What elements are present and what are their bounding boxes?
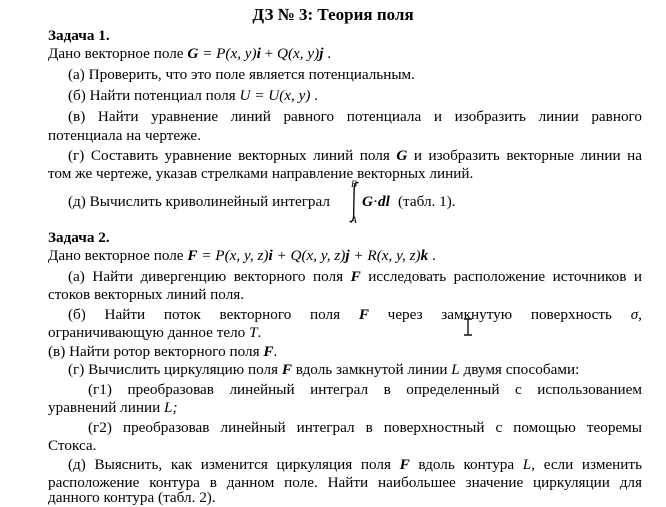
intro-end: . — [323, 45, 332, 62]
task2-item-e-text: (д) Выяснить, как изменится циркуляция поля — [68, 456, 400, 473]
sigma-symbol: σ, — [630, 306, 642, 323]
task2-item-a-line1 — [68, 268, 642, 286]
task2-item-e-line3: данного контура (табл. 2). — [48, 489, 216, 506]
field-f-ref: F — [350, 268, 361, 285]
field-g: G — [187, 45, 199, 62]
unit-i: i — [268, 247, 273, 264]
field-p-term: = P(x, y) — [198, 45, 257, 62]
task2-item-b-line2-end: . — [257, 324, 262, 341]
plus-sign: + — [260, 45, 278, 62]
field-f-ref: F — [281, 361, 292, 378]
task1-item-d-text: (г) Составить уравнение векторных линий поля — [68, 147, 397, 164]
task2-item-b-line2-text: ограничивающую данное тело — [48, 324, 250, 341]
unit-j: j — [319, 45, 324, 62]
task2-item-e-line1 — [68, 456, 642, 474]
contour-l: L — [451, 361, 460, 378]
unit-k: k — [420, 247, 429, 264]
task1-intro — [48, 45, 331, 63]
task2-item-c-text: (в) Найти ротор векторного поля — [48, 343, 264, 360]
field-f: F — [187, 247, 198, 264]
task1-item-d-line2: том же чертеже, указав стрелками направление векторных линий. — [48, 165, 474, 182]
task2-item-b-text-post: через замкнутую поверхность — [368, 306, 631, 323]
potential-formula: U = U(x, y) — [239, 87, 311, 104]
task2-item-d-text: (г) Вычислить циркуляцию поля — [68, 361, 282, 378]
integrand — [362, 193, 390, 211]
task2-item-d — [68, 361, 579, 379]
field-r-term: + R(x, y, z) — [349, 247, 421, 264]
task2-item-d2-line1: (г2) преобразовав линейный интеграл в поверхностный с помощью теоремы — [88, 419, 642, 436]
task2-item-b-line1 — [68, 306, 642, 324]
task1-item-c-line1: (в) Найти уравнение линий равного потенциала и изобразить линии равного — [68, 108, 642, 125]
integral-upper-limit: B — [351, 180, 357, 190]
task1-item-a: (а) Проверить, что это поле является потенциальным. — [68, 66, 415, 83]
field-f-ref: F — [263, 343, 274, 360]
task2-heading: Задача 2. — [48, 229, 110, 246]
task1-item-d-text-post: и изобразить векторные линии на — [407, 147, 643, 164]
integral-lower-limit: A — [351, 216, 357, 226]
integrand-dl: dl — [378, 193, 390, 210]
task1-item-c-line2: потенциала на чертеже. — [48, 127, 201, 144]
task2-item-b-line2 — [48, 324, 261, 342]
field-q-term: + Q(x, y, z) — [272, 247, 346, 264]
unit-i: i — [256, 45, 261, 62]
text-cursor-icon — [462, 318, 474, 336]
task2-item-a-text-post: исследовать расположение источников и — [360, 268, 642, 285]
task2-item-c-end: . — [273, 343, 278, 360]
field-f-ref: F — [399, 456, 410, 473]
contour-l: L; — [164, 399, 178, 416]
task2-item-a-line2: стоков векторных линий поля. — [48, 286, 245, 303]
task2-item-a-text: (а) Найти дивергенцию векторного поля — [68, 268, 351, 285]
task2-intro-text: Дано векторное поле — [48, 247, 188, 264]
task2-item-d1-line1: (г1) преобразовав линейный интеграл в определенный с использованием — [88, 381, 642, 398]
task2-item-b-text: (б) Найти поток векторного поля — [68, 306, 359, 323]
task2-item-e-mid: вдоль контура — [409, 456, 523, 473]
task2-item-d-mid: вдоль замкнутой линии — [291, 361, 452, 378]
page-title: ДЗ № 3: Теория поля — [252, 5, 414, 24]
field-q-term: Q(x, y) — [277, 45, 320, 62]
task1-item-b-text: (б) Найти потенциал поля — [68, 87, 240, 104]
task2-item-e-line2: расположение контура в данном поле. Найти наибольшее значение циркуляции для — [48, 474, 642, 491]
task2-item-e-post: , если изменить — [531, 456, 642, 473]
task1-item-e-ref: (табл. 1). — [398, 193, 456, 210]
task2-item-d1-line2 — [48, 399, 178, 417]
task1-item-b — [68, 87, 318, 105]
task1-item-e-text: (д) Вычислить криволинейный интеграл — [68, 193, 330, 210]
task2-intro — [48, 247, 436, 265]
contour-l: L — [522, 456, 532, 473]
body-t: T — [249, 324, 258, 341]
task1-item-d-line1 — [68, 147, 642, 165]
task2-item-d-post: двумя способами: — [459, 361, 580, 378]
unit-j: j — [345, 247, 350, 264]
task2-item-d2-line2: Стокса. — [48, 437, 97, 454]
task2-intro-end: . — [428, 247, 436, 264]
dot-product: · — [372, 193, 379, 210]
field-f-ref: F — [358, 306, 369, 323]
field-g-ref: G — [396, 147, 408, 164]
task1-intro-text: Дано векторное поле — [48, 45, 188, 62]
integrand-g: G — [362, 193, 373, 210]
task2-item-d1-line2-text: уравнений линии — [48, 399, 165, 416]
task1-item-b-end: . — [310, 87, 319, 104]
field-p-term: = P(x, y, z) — [197, 247, 269, 264]
task2-item-c — [48, 343, 277, 361]
task1-heading: Задача 1. — [48, 27, 110, 44]
